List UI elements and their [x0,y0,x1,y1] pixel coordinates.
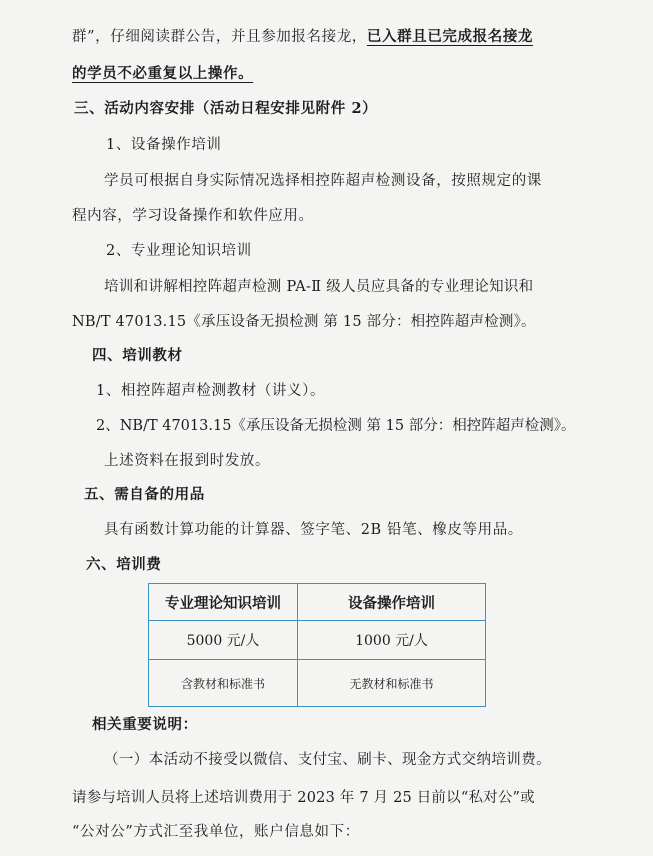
notes-heading: 相关重要说明： [92,716,198,733]
paragraph-line: “公对公”方式汇至我单位，账户信息如下： [72,824,360,840]
table-header-cell: 设备操作培训 [298,584,486,621]
list-item: 2、NB/T 47013.15《承压设备无损检测 第 15 部分：相控阵超声检测》。 [96,418,576,434]
paragraph-line: （一）本活动不接受以微信、支付宝、刷卡、现金方式交纳培训费。 [104,752,551,768]
fee-table [148,583,486,707]
table-header-row [149,584,486,621]
table-cell: 无教材和标准书 [298,660,486,707]
table-cell: 5000 元/人 [149,621,298,660]
section-heading: 六、培训费 [86,556,162,573]
paragraph-line: 请参与培训人员将上述培训费用于 2023 年 7 月 25 日前以“私对公”或 [72,790,535,806]
paragraph-line: 培训和讲解相控阵超声检测 PA-Ⅱ 级人员应具备的专业理论知识和 [104,279,534,295]
underlined-bold-line: 的学员不必重复以上操作。 [72,65,254,82]
paragraph-line: 上述资料在报到时发放。 [104,453,271,469]
list-item: 2、专业理论知识培训 [106,243,252,259]
line-text: 群”，仔细阅读群公告，并且参加报名接龙， [72,29,367,45]
table-cell: 1000 元/人 [298,621,486,660]
underlined-bold-text: 已入群且已完成报名接龙 [366,28,534,45]
list-item: 1、相控阵超声检测教材（讲义）。 [96,383,326,399]
table-row [149,621,486,660]
paragraph-line: NB/T 47013.15《承压设备无损检测 第 15 部分：相控阵超声检测》。 [72,314,536,330]
section-heading: 三、活动内容安排（活动日程安排见附件 2） [74,100,378,117]
paragraph-line: 学员可根据自身实际情况选择相控阵超声检测设备，按照规定的课 [104,173,542,189]
table-cell: 含教材和标准书 [149,660,298,707]
section-heading: 四、培训教材 [92,347,183,364]
paragraph-line: 程内容，学习设备操作和软件应用。 [72,208,314,224]
paragraph-line [72,27,533,47]
paragraph-line: 具有函数计算功能的计算器、签字笔、2B 铅笔、橡皮等用品。 [104,522,523,538]
table-row [149,660,486,707]
list-item: 1、设备操作培训 [106,137,222,153]
section-heading: 五、需自备的用品 [84,486,205,503]
table-header-cell: 专业理论知识培训 [149,584,298,621]
